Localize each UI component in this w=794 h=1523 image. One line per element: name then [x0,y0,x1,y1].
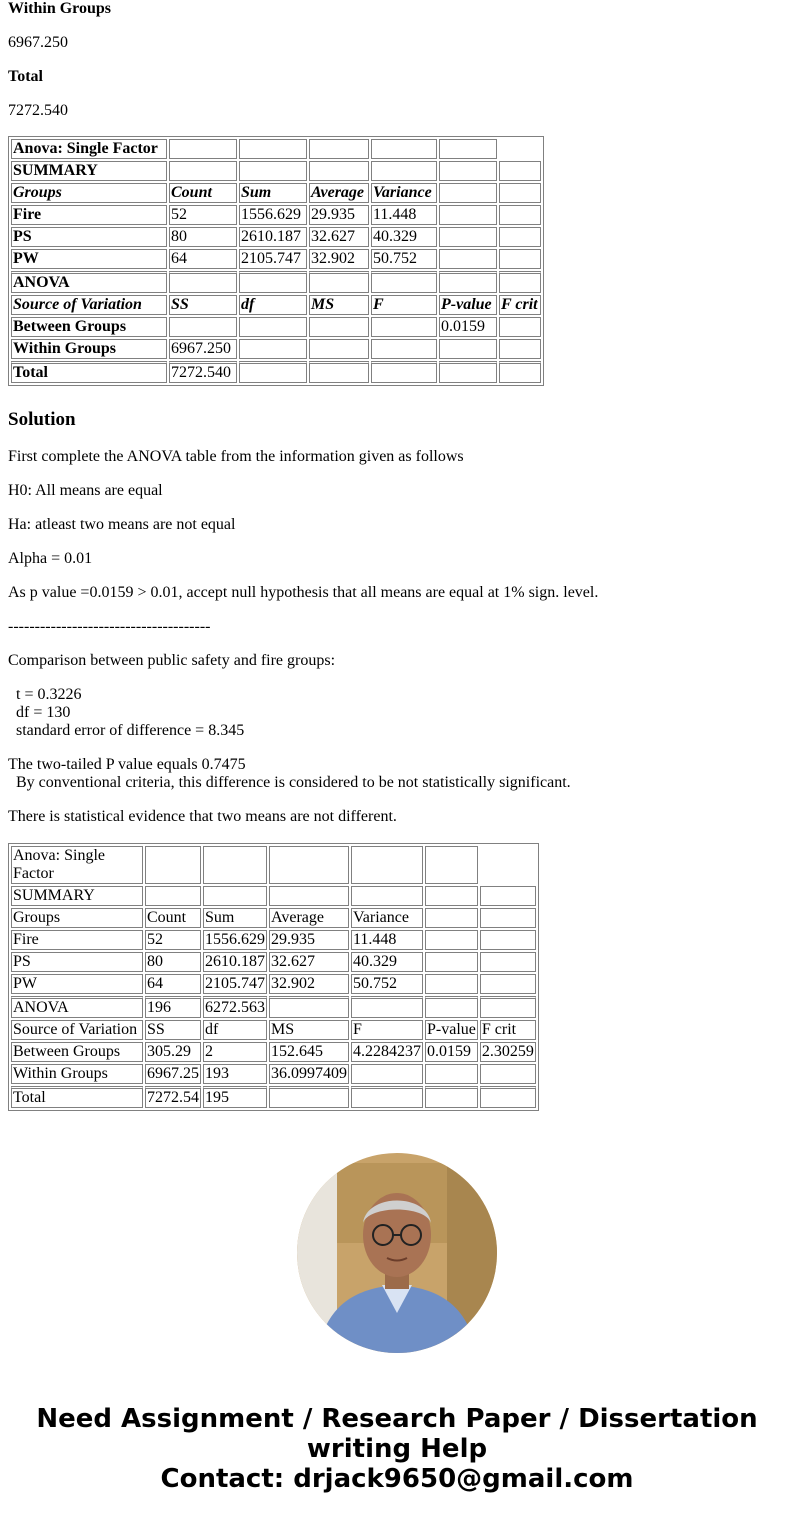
table-cell: SS [169,295,237,315]
table-cell: Fire [11,930,143,950]
table-cell: Count [169,183,237,203]
table-row [11,161,541,181]
degrees-of-freedom: df = 130 [16,704,71,721]
table-cell: P-value [427,1021,476,1038]
table-row [11,183,541,203]
table-cell: Count [145,908,201,928]
table-cell: Between Groups [11,1042,143,1062]
table-cell: Sum [239,183,307,203]
table-cell: SS [145,1020,201,1040]
p-value-line: The two-tailed P value equals 0.7475 [8,756,246,773]
table-cell: Source of Variation [11,295,167,315]
table-cell: 7272.540 [169,361,237,383]
table-cell: F crit [480,1020,536,1040]
table-cell [309,339,369,359]
t-statistic: t = 0.3226 [16,686,82,703]
table-cell [309,271,369,293]
table-cell [309,139,369,159]
table-row [11,930,536,950]
table-cell: Variance [371,183,437,203]
table-cell [203,886,267,906]
table-cell: 7272.54 [145,1086,201,1108]
table-cell: 2610.187 [239,227,307,247]
table-cell: 52 [169,205,237,225]
table-cell: 2105.747 [239,249,307,269]
table-cell [499,271,541,293]
table-cell [480,1086,536,1108]
table-cell [499,183,541,203]
table-cell: Sum [203,908,267,928]
table-cell: 193 [203,1064,267,1084]
within-groups-value: 6967.250 [8,34,68,51]
table-row [11,1042,536,1062]
table-cell: Average [269,908,349,928]
table-cell [239,317,307,337]
table-cell: Source of Variation [11,1020,143,1040]
table-row [11,908,536,928]
anova-table-answer [8,843,539,1111]
alternative-hypothesis: Ha: atleast two means are not equal [8,516,236,533]
table-cell [439,183,497,203]
table-cell: 1556.629 [239,205,307,225]
table-cell: SUMMARY [11,886,143,906]
table-cell: 52 [145,930,201,950]
table-cell [239,361,307,383]
table-cell [439,249,497,269]
table-cell [269,996,349,1018]
table-cell [425,996,478,1018]
table-cell: Within Groups [11,339,167,359]
total-value: 7272.540 [8,102,68,119]
table-cell: Groups [11,183,167,203]
table-cell: SUMMARY [11,161,167,181]
table-cell [203,846,267,884]
table-cell [480,1064,536,1084]
author-photo-illustration [297,1153,497,1353]
table-cell: MS [309,295,369,315]
table-row [11,139,541,159]
table-cell: df [239,295,307,315]
table-cell [499,317,541,337]
table-cell: 1556.629 [205,931,265,948]
table-row [11,271,541,293]
table-cell [499,361,541,383]
table-cell: 6967.250 [169,339,237,359]
table-cell: 29.935 [269,930,349,950]
table-cell: F [371,295,437,315]
table-row [11,205,541,225]
table-cell [439,139,497,159]
promo-line-2: writing Help [306,1434,488,1464]
table-cell [439,339,497,359]
table-cell: Between Groups [11,317,167,337]
table-row [11,952,536,972]
table-cell [239,161,307,181]
table-cell: 40.329 [371,227,437,247]
table-cell [169,161,237,181]
table-cell [239,339,307,359]
table-row [11,295,541,315]
table-cell [351,996,423,1018]
solution-intro: First complete the ANOVA table from the information given as follows [8,448,464,465]
solution-heading: Solution [8,409,76,430]
table-cell: 152.645 [269,1042,349,1062]
table-cell: 305.29 [145,1042,201,1062]
table-cell [439,161,497,181]
anova-table-question [8,136,544,386]
author-avatar [297,1153,497,1353]
total-label: Total [8,68,43,85]
table-row [11,227,541,247]
table-cell: 64 [169,249,237,269]
table-row [11,974,536,994]
divider: -------------------------------------- [8,618,211,635]
table-cell [351,1086,423,1108]
table-cell [499,227,541,247]
table-cell: 195 [203,1086,267,1108]
table-cell [439,361,497,383]
table-cell: df [203,1020,267,1040]
table-cell [269,886,349,906]
standard-error: standard error of difference = 8.345 [16,722,245,739]
table-cell: 11.448 [351,930,423,950]
table-cell: Anova: Single Factor [11,139,167,159]
table-cell [371,271,437,293]
table-cell [351,846,423,884]
promo-contact: Contact: drjack9650@gmail.com [160,1464,634,1494]
table-cell [480,930,536,950]
table-cell [351,1064,423,1084]
table-cell [145,846,201,884]
table-cell [425,1086,478,1108]
table-cell: Average [309,183,369,203]
table-cell [439,227,497,247]
table-cell: 50.752 [351,974,423,994]
table-cell [425,952,478,972]
table-cell: 32.627 [309,227,369,247]
table-cell: MS [269,1020,349,1040]
table-cell [425,886,478,906]
table-cell: 6272.563 [203,996,267,1018]
table-cell [239,139,307,159]
table-cell [371,339,437,359]
table-cell: F crit [499,295,541,315]
table-cell [499,139,541,159]
table-cell [480,974,536,994]
table-cell [309,161,369,181]
table-cell: 4.2284237 [353,1043,421,1060]
table-cell [425,1064,478,1084]
table-cell: 0.0159 [439,317,497,337]
table-row [11,1064,536,1084]
table-cell [169,271,237,293]
table-cell [480,952,536,972]
table-cell [425,930,478,950]
null-hypothesis: H0: All means are equal [8,482,163,499]
table-cell [480,846,536,884]
alpha-level: Alpha = 0.01 [8,550,93,567]
table-cell [425,908,478,928]
table-cell [169,139,237,159]
table-cell [351,886,423,906]
table-cell [239,271,307,293]
table-cell: Total [11,1086,143,1108]
table-cell [480,996,536,1018]
table-cell: ANOVA [11,996,143,1018]
table-cell [169,317,237,337]
evidence-line: There is statistical evidence that two means are not different. [8,808,397,825]
table-cell [480,908,536,928]
table-cell: 2 [203,1042,267,1062]
comparison-title: Comparison between public safety and fire groups: [8,652,336,669]
table-cell: 32.627 [269,952,349,972]
table-cell [439,205,497,225]
table-cell: 29.935 [309,205,369,225]
table-row [11,1086,536,1108]
table-cell: 80 [169,227,237,247]
table-cell [371,139,437,159]
table-cell [145,886,201,906]
table-cell: Groups [11,908,143,928]
table-cell [499,249,541,269]
table-cell: PW [11,249,167,269]
conclusion: As p value =0.0159 > 0.01, accept null hypothesis that all means are equal at 1% sign. level. [8,584,599,601]
table-cell: 11.448 [371,205,437,225]
table-cell: 196 [145,996,201,1018]
table-cell [371,361,437,383]
table-row [11,361,541,383]
table-row [11,317,541,337]
table-cell: 50.752 [371,249,437,269]
table-cell [371,161,437,181]
table-cell [371,317,437,337]
table-cell: Fire [11,205,167,225]
table-cell: PW [11,974,143,994]
table-cell: 32.902 [269,974,349,994]
table-cell: Anova: Single Factor [11,846,143,884]
table-cell: 80 [145,952,201,972]
table-cell: Total [11,361,167,383]
table-cell: PS [11,227,167,247]
table-row [11,339,541,359]
table-cell: 40.329 [351,952,423,972]
table-cell [309,317,369,337]
table-cell [499,161,541,181]
table-cell [439,271,497,293]
table-cell: 2610.187 [205,953,265,970]
table-row [11,886,536,906]
table-cell [499,205,541,225]
table-cell: 6967.25 [147,1065,199,1082]
table-cell [425,974,478,994]
table-row [11,1020,536,1040]
table-cell: 0.0159 [425,1042,478,1062]
table-row [11,846,536,884]
table-cell: 64 [145,974,201,994]
table-row [11,996,536,1018]
table-cell: PS [11,952,143,972]
table-cell [499,339,541,359]
table-cell: 36.0997409 [271,1065,347,1082]
table-cell: Variance [351,908,423,928]
promo-line-1: Need Assignment / Research Paper / Dissertation [36,1404,758,1434]
table-cell: Within Groups [11,1064,143,1084]
promo-banner [0,1404,794,1494]
table-cell [309,361,369,383]
table-cell [269,1086,349,1108]
table-cell [480,886,536,906]
criteria-line: By conventional criteria, this difference is considered to be not statistically significant. [16,774,571,791]
table-cell: 2.30259 [481,1043,534,1060]
table-cell [425,846,478,884]
table-cell: F [351,1020,423,1040]
table-row [11,249,541,269]
table-cell [269,846,349,884]
table-cell: 2105.747 [205,975,265,992]
table-cell: P-value [439,295,497,315]
table-cell: ANOVA [11,271,167,293]
table-cell: 32.902 [309,249,369,269]
within-groups-label: Within Groups [8,0,112,17]
